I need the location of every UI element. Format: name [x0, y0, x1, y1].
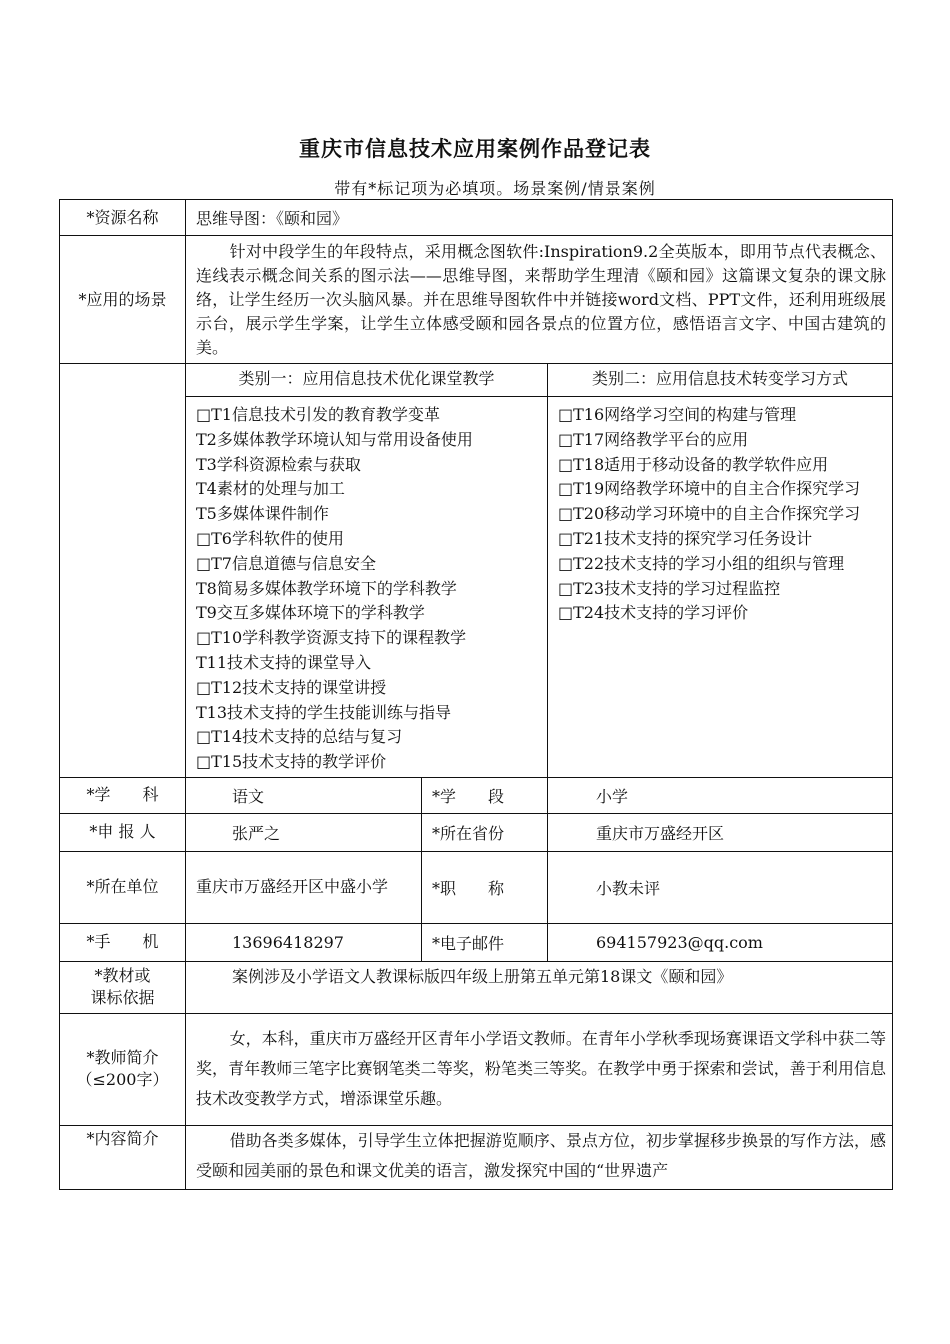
resource-value: 思维导图：《颐和园》: [186, 200, 893, 236]
cat1-item: T3学科资源检索与获取: [196, 454, 361, 474]
unit-row: [60, 851, 893, 923]
cat1-item: T4素材的处理与加工: [196, 479, 345, 499]
cat2-item: □T18适用于移动设备的教学软件应用: [558, 454, 829, 474]
teacher-label-line1: *教师简介: [86, 1048, 159, 1068]
form-subtitle: 带有*标记项为必填项。场景案例/情景案例: [334, 179, 656, 198]
scene-row: [60, 236, 893, 364]
content-row: [60, 1125, 893, 1189]
cat2-item: □T20移动学习环境中的自主合作探究学习: [558, 504, 861, 524]
textbook-label-line2: 课标依据: [90, 988, 155, 1008]
categories-row: [60, 364, 893, 778]
content-text: 借助各类多媒体，引导学生立体把握游览顺序、景点方位，初步掌握移步换景的写作方法，感受颐和园美丽的景色和课文优美的语言，激发探究中国的“世界遗产: [186, 1125, 893, 1189]
cat1-item: □T10学科教学资源支持下的课程教学: [196, 628, 467, 648]
form-title: 重庆市信息技术应用案例作品登记表: [299, 136, 651, 161]
registration-table: [59, 199, 893, 1190]
job-title-value: 小教未评: [548, 851, 893, 923]
unit-value: 重庆市万盛经开区中盛小学: [186, 851, 422, 923]
applicant-value: 张严之: [186, 813, 422, 851]
cat2-item: □T16网络学习空间的构建与管理: [558, 405, 797, 424]
email-value: 694157923@qq.com: [548, 923, 893, 961]
stage-label: *学 段: [422, 777, 548, 813]
category-one-title: 类别一：应用信息技术优化课堂教学: [238, 369, 495, 388]
stage-value: 小学: [548, 777, 893, 813]
scene-label: *应用的场景: [60, 236, 186, 364]
email-label: *电子邮件: [422, 923, 548, 961]
teacher-label: [60, 1013, 186, 1125]
cat1-item: T13技术支持的学生技能训练与指导: [196, 702, 452, 722]
resource-row: [60, 200, 893, 236]
categories-empty-label: [60, 364, 186, 778]
phone-value: 13696418297: [186, 923, 422, 961]
category-two-cell: [548, 364, 893, 778]
unit-label: *所在单位: [60, 851, 186, 923]
cat1-item: □T6学科软件的使用: [196, 528, 344, 548]
cat1-item: T11技术支持的课堂导入: [196, 652, 372, 672]
province-value: 重庆市万盛经开区: [548, 813, 893, 851]
teacher-label-line2: （≤200字）: [76, 1070, 169, 1090]
textbook-label-line1: *教材或: [94, 966, 151, 986]
cat1-item: T2多媒体教学环境认知与常用设备使用: [196, 429, 473, 449]
cat1-item: □T7信息道德与信息安全: [196, 553, 376, 573]
textbook-label: [60, 961, 186, 1013]
applicant-label: *申 报 人: [60, 813, 186, 851]
cat1-item: T8简易多媒体教学环境下的学科教学: [196, 578, 457, 598]
textbook-row: [60, 961, 893, 1013]
cat1-item: □T1信息技术引发的教育教学变革: [196, 405, 440, 424]
cat2-item: □T22技术支持的学习小组的组织与管理: [558, 553, 845, 573]
teacher-row: [60, 1013, 893, 1125]
category-one-list: [186, 397, 547, 777]
cat1-item: T9交互多媒体环境下的学科教学: [196, 603, 425, 623]
teacher-text: 女，本科，重庆市万盛经开区青年小学语文教师。在青年小学秋季现场赛课语文学科中获二等奖，青年教师三笔字比赛钢笔类二等奖，粉笔类三等奖。在教学中勇于探索和尝试，善于利用信息技术改变教学方式，增添课堂乐趣。: [186, 1013, 893, 1125]
cat1-item: □T14技术支持的总结与复习: [196, 727, 403, 747]
cat2-item: □T17网络教学平台的应用: [558, 429, 749, 449]
phone-row: [60, 923, 893, 961]
resource-label: *资源名称: [60, 200, 186, 236]
phone-label: *手 机: [60, 923, 186, 961]
cat1-item: □T12技术支持的课堂讲授: [196, 677, 387, 697]
category-two-title: 类别二：应用信息技术转变学习方式: [592, 369, 849, 388]
category-two-list: [548, 397, 892, 628]
content-label: *内容简介: [60, 1125, 186, 1189]
subject-value: 语文: [186, 777, 422, 813]
province-label: *所在省份: [422, 813, 548, 851]
subject-label: *学 科: [60, 777, 186, 813]
scene-text: 针对中段学生的年段特点，采用概念图软件:Inspiration9.2全英版本，即用节点代表概念、连线表示概念间关系的图示法——思维导图，来帮助学生理清《颐和园》这篇课文复杂的课文脉络，让学生经历一次头脑风暴。并在思维导图软件中并链接word文档、PPT文件，还利用班级展示台，展示学生学案，让学生立体感受颐和园各景点的位置方位，感悟语言文字、中国古建筑的美。: [186, 236, 893, 364]
job-title-label: *职 称: [422, 851, 548, 923]
subject-row: [60, 777, 893, 813]
cat2-item: □T19网络教学环境中的自主合作探究学习: [558, 479, 861, 499]
textbook-value: 案例涉及小学语文人教课标版四年级上册第五单元第18课文《颐和园》: [186, 961, 893, 1013]
cat2-item: □T21技术支持的探究学习任务设计: [558, 528, 813, 548]
cat1-item: T5多媒体课件制作: [196, 504, 329, 524]
cat1-item: □T15技术支持的教学评价: [196, 752, 387, 772]
cat2-item: □T24技术支持的学习评价: [558, 603, 749, 623]
applicant-row: [60, 813, 893, 851]
cat2-item: □T23技术支持的学习过程监控: [558, 578, 781, 598]
category-one-cell: [186, 364, 548, 778]
